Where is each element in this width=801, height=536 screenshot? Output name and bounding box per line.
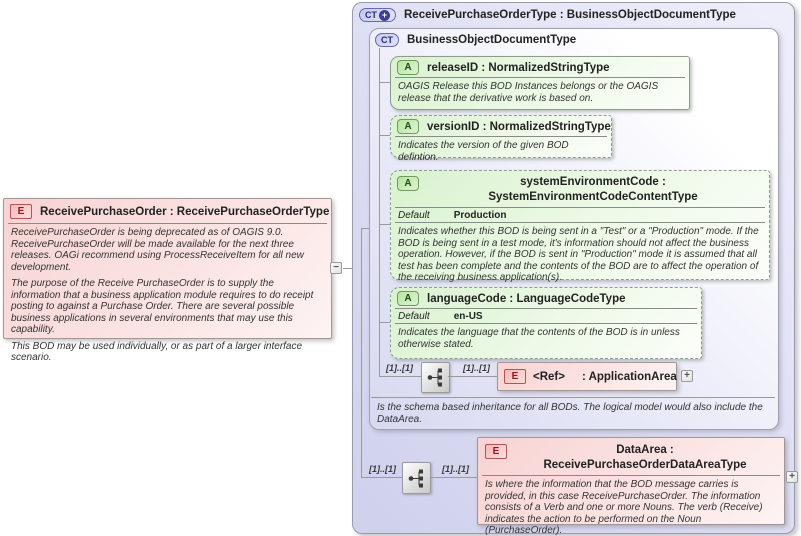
attribute-doc: Indicates the version of the given BOD defintion. <box>398 140 569 163</box>
complex-type-title: ReceivePurchaseOrderType : BusinessObjectDocumentType <box>404 9 736 21</box>
connector-line <box>379 376 421 377</box>
attribute-badge: A <box>397 176 419 191</box>
attribute-badge: A <box>397 60 419 75</box>
cardinality-label: [1]..[1] <box>369 464 396 474</box>
collapse-icon[interactable]: − <box>330 262 342 274</box>
attribute-doc: Indicates the language that the contents of the BOD is in unless otherwise stated. <box>398 327 680 350</box>
default-label: Default <box>398 210 430 221</box>
expand-icon[interactable]: + <box>786 471 798 483</box>
default-value: Production <box>453 210 507 221</box>
attribute-doc: Indicates whether this BOD is being sent in a "Test" or a "Production" mode. If the BOD is being sent in a test mode, it's information should not affect the business operation. However, if the BOD is sent in "Production" mode it is assumed that all test has been complete and the contents of the BOD are to affect the operation of the receiving business application(s). <box>398 226 759 283</box>
base-type-header <box>370 29 778 49</box>
cardinality-label: [1]..[1] <box>463 363 490 373</box>
sequence-icon[interactable] <box>421 362 450 393</box>
expand-icon[interactable]: + <box>681 370 693 382</box>
element-ref-label: <Ref> <box>533 370 565 383</box>
attribute-doc: OAGIS Release this BOD Instances belongs or the OAGIS release that the derivative work is based on. <box>398 81 659 104</box>
default-row <box>391 309 701 323</box>
base-type-doc: Is the schema based inheritance for all BODs. The logical model would also include the DataArea. <box>377 402 763 425</box>
connector-line <box>379 135 390 136</box>
default-row <box>391 208 769 222</box>
element-badge: E <box>504 369 526 384</box>
element-box-dataarea[interactable] <box>477 437 785 536</box>
attribute-box-releaseID[interactable] <box>390 56 690 110</box>
attribute-badge: A <box>397 291 419 306</box>
default-label: Default <box>398 311 430 322</box>
doc-paragraph: ReceivePurchaseOrder is being deprecated as of OAGIS 9.0. ReceivePurchaseOrder will be made available for the next three releases. OAGi recommend using ProcessReceiveItem for all new development. <box>11 227 304 273</box>
element-box-applicationarea[interactable] <box>497 362 677 391</box>
root-element-doc <box>4 224 331 368</box>
default-value: en-US <box>453 311 483 322</box>
doc-paragraph: The purpose of the Receive PurchaseOrder is to supply the information that a business application module requires to do receipt posting to against a Purchase Order. There are several possible business applications in several environments that may use this capability. <box>11 278 314 335</box>
cardinality-label: [1]..[1] <box>442 464 469 474</box>
element-doc: Is where the information that the BOD message carries is provided, in this case ReceivePurchaseOrder. The information consists of a Verb and one or more Nouns. The verb (Receive) indicates the action to be performed on the Noun (PurchaseOrder). <box>485 479 763 536</box>
root-element-header <box>4 199 331 223</box>
connector-line <box>448 376 497 377</box>
sequence-icon[interactable] <box>402 462 431 494</box>
complex-type-header <box>353 3 794 25</box>
doc-paragraph: This BOD may be used individually, or as part of a larger interface scenario. <box>11 340 303 363</box>
connector-line <box>379 224 390 225</box>
attribute-badge: A <box>397 119 419 134</box>
root-element-title: ReceivePurchaseOrder : ReceivePurchaseOrderType <box>40 205 330 218</box>
element-badge: E <box>10 204 32 219</box>
attribute-box-languageCode[interactable] <box>390 287 702 359</box>
attribute-name: versionID : NormalizedStringType <box>427 120 611 133</box>
root-element-box[interactable] <box>3 198 332 363</box>
attribute-box-systemEnvironmentCode[interactable] <box>390 170 770 283</box>
connector-line <box>379 82 390 83</box>
attribute-name: systemEnvironmentCode : SystemEnvironmentCodeContentType <box>488 176 698 203</box>
attribute-name: languageCode : LanguageCodeType <box>427 292 626 305</box>
connector-line <box>430 477 477 478</box>
badge-label: CT <box>365 10 377 20</box>
base-type-badge: CT <box>375 33 399 47</box>
derived-plus-icon: + <box>379 10 390 21</box>
connector-line <box>361 477 402 478</box>
complex-type-badge <box>359 8 396 22</box>
attribute-box-versionID[interactable] <box>390 115 612 163</box>
connector-line <box>379 322 390 323</box>
connector-line <box>361 228 369 229</box>
cardinality-label: [1]..[1] <box>386 363 413 373</box>
divider <box>371 397 775 398</box>
element-badge: E <box>485 444 507 459</box>
tree-line <box>361 228 362 478</box>
attribute-name: releaseID : NormalizedStringType <box>427 61 610 74</box>
base-type-title: BusinessObjectDocumentType <box>407 34 577 46</box>
tree-line <box>379 48 380 376</box>
element-title: DataArea : ReceivePurchaseOrderDataAreaType <box>543 444 747 471</box>
element-type-label: : ApplicationArea <box>581 370 677 383</box>
